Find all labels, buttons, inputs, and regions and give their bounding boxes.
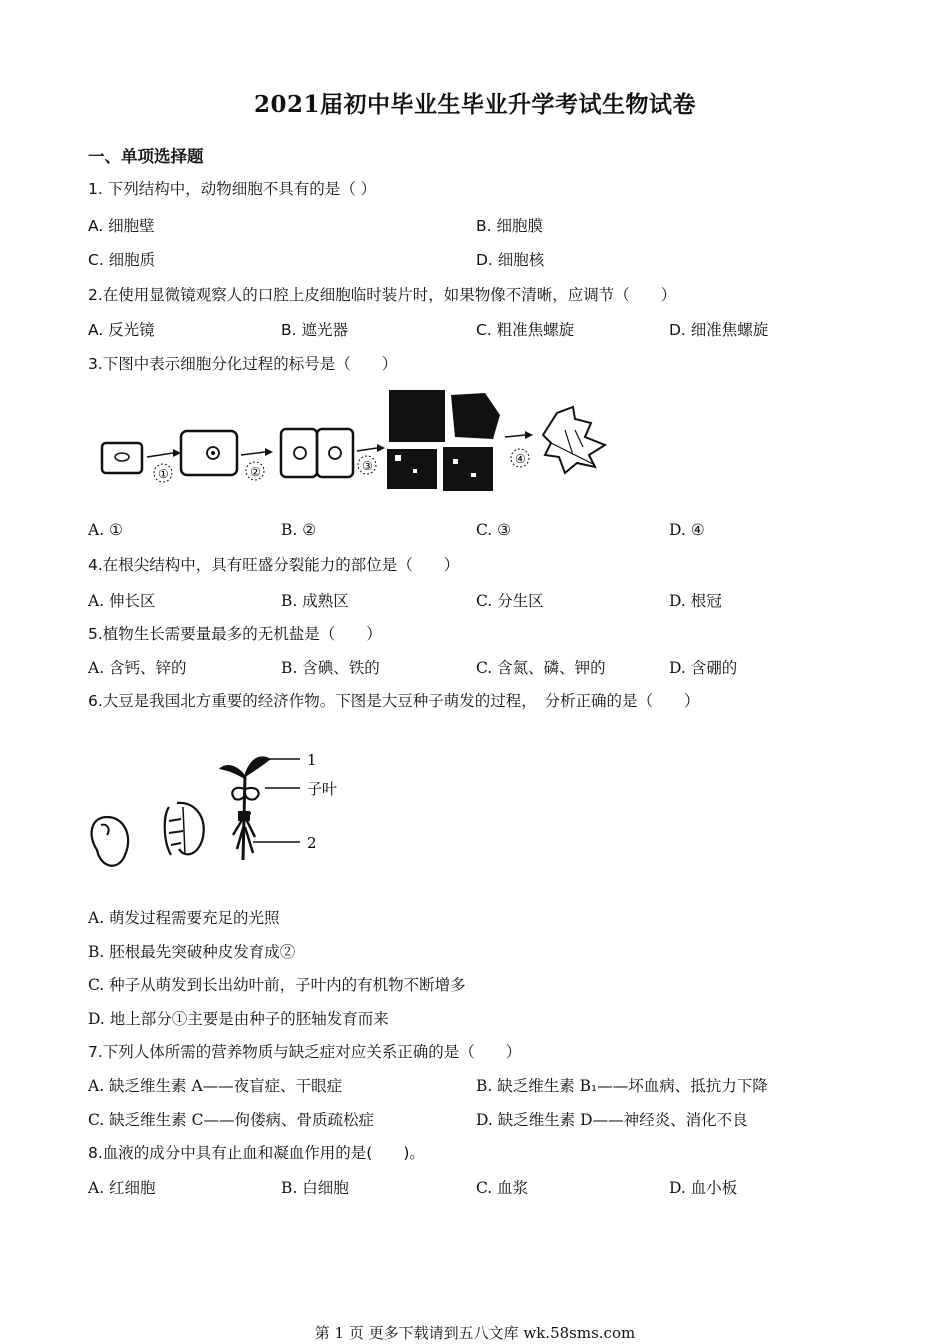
question-2-stem: 2.在使用显微镜观察人的口腔上皮细胞临时装片时，如果物像不清晰，应调节（ ） (88, 286, 677, 304)
figure-label-cotyledon: 子叶 (307, 780, 338, 798)
question-1-stem: 1. 下列结构中，动物细胞不具有的是（ ） (88, 180, 377, 198)
germinating-seed-icon (165, 803, 204, 855)
q4-option-b: B. 成熟区 (281, 592, 349, 610)
q2-option-c: C. 粗准焦螺旋 (476, 321, 575, 339)
figure-label-3: ③ (362, 459, 373, 473)
seedling-icon (219, 756, 271, 860)
q5-option-a: A. 含钙、锌的 (88, 659, 187, 677)
q7-option-c: C. 缺乏维生素 C——佝偻病、骨质疏松症 (88, 1111, 374, 1129)
q1-option-a: A. 细胞壁 (88, 217, 155, 235)
tissue-blocks-icon (387, 390, 500, 491)
question-3-stem: 3.下图中表示细胞分化过程的标号是（ ） (88, 355, 398, 373)
cell-differentiation-figure (95, 385, 625, 500)
page-title: 2021届初中毕业生毕业升学考试生物试卷 (253, 91, 696, 118)
question-8-stem: 8.血液的成分中具有止血和凝血作用的是( )。 (88, 1144, 425, 1162)
q3-option-d: D. ④ (669, 521, 705, 539)
leaf-icon (543, 407, 605, 473)
q7-option-a: A. 缺乏维生素 A——夜盲症、干眼症 (88, 1077, 343, 1095)
q4-option-c: C. 分生区 (476, 592, 544, 610)
question-6-stem: 6.大豆是我国北方重要的经济作物。下图是大豆种子萌发的过程， 分析正确的是（ ） (88, 692, 700, 710)
q1-option-c: C. 细胞质 (88, 251, 156, 269)
q5-option-b: B. 含碘、铁的 (281, 659, 380, 677)
question-7-stem: 7.下列人体所需的营养物质与缺乏症对应关系正确的是（ ） (88, 1043, 522, 1061)
figure-label-2: 2 (307, 834, 317, 852)
q6-option-b: B. 胚根最先突破种皮发育成② (88, 943, 296, 961)
q1-option-d: D. 细胞核 (476, 251, 545, 269)
figure-label-1: ① (158, 467, 169, 481)
single-cell-icon (102, 443, 142, 473)
q5-option-c: C. 含氮、磷、钾的 (476, 659, 606, 677)
q3-option-c: C. ③ (476, 521, 512, 539)
question-4-stem: 4.在根尖结构中，具有旺盛分裂能力的部位是（ ） (88, 556, 460, 574)
soybean-germination-figure (85, 745, 355, 875)
section-heading: 一、单项选择题 (88, 147, 204, 166)
q8-option-c: C. 血浆 (476, 1179, 529, 1197)
figure-label-1: 1 (307, 751, 317, 769)
q8-option-a: A. 红细胞 (88, 1179, 156, 1197)
page-footer: 第 1 页 更多下载请到五八文库 wk.58sms.com (314, 1324, 636, 1342)
seed-icon (92, 817, 129, 866)
q2-option-d: D. 细准焦螺旋 (669, 321, 769, 339)
q1-option-b: B. 细胞膜 (476, 217, 543, 235)
q6-option-a: A. 萌发过程需要充足的光照 (88, 909, 280, 927)
figure-label-2: ② (250, 465, 261, 479)
q8-option-d: D. 血小板 (669, 1179, 738, 1197)
grown-cell-icon (181, 431, 237, 475)
q2-option-a: A. 反光镜 (88, 321, 155, 339)
q2-option-b: B. 遮光器 (281, 321, 348, 339)
q3-option-a: A. ① (88, 521, 123, 539)
q7-option-b: B. 缺乏维生素 B₁——坏血病、抵抗力下降 (476, 1077, 768, 1095)
q7-option-d: D. 缺乏维生素 D——神经炎、消化不良 (476, 1111, 748, 1129)
figure-label-4: ④ (515, 452, 526, 466)
q6-option-d: D. 地上部分①主要是由种子的胚轴发育而来 (88, 1010, 389, 1028)
divided-cell-icon (281, 429, 317, 477)
question-5-stem: 5.植物生长需要量最多的无机盐是（ ） (88, 625, 382, 643)
q4-option-a: A. 伸长区 (88, 592, 156, 610)
q8-option-b: B. 白细胞 (281, 1179, 349, 1197)
q6-option-c: C. 种子从萌发到长出幼叶前，子叶内的有机物不断增多 (88, 976, 466, 994)
q5-option-d: D. 含硼的 (669, 659, 738, 677)
q4-option-d: D. 根冠 (669, 592, 722, 610)
q3-option-b: B. ② (281, 521, 317, 539)
